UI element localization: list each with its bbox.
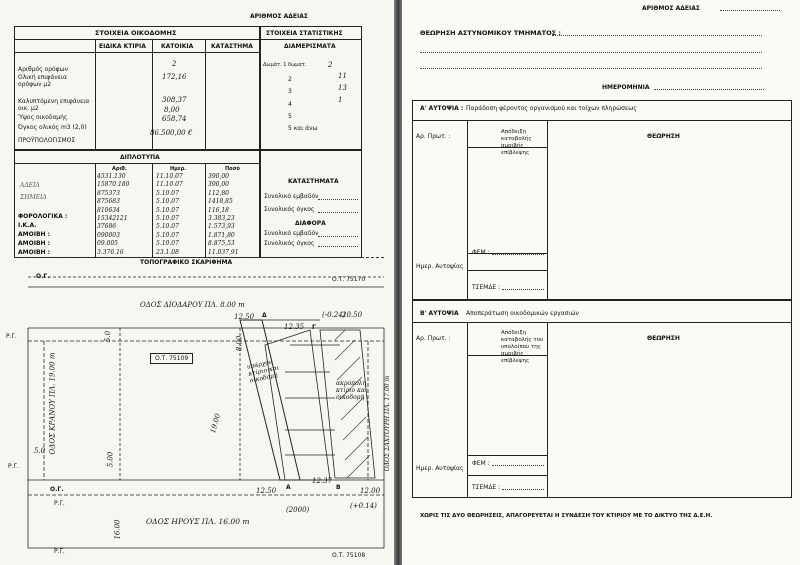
- duplicate-cell: 37686: [97, 223, 117, 231]
- dim-3: 12.35: [284, 323, 305, 331]
- corner-d: Δ: [262, 312, 267, 319]
- section-a-fem: ΦΕΜ :: [472, 249, 490, 256]
- street-right: ΟΔΟΣ ΣΑΧΤΟΥΡΗ ΠΛ. 17.00 m: [384, 375, 392, 472]
- misc-volume: Συνολικός όγκος: [264, 240, 315, 247]
- section-b-tsemde: ΤΣΕΜΔΕ :: [472, 484, 501, 491]
- duplicate-cell: 11.037,91: [208, 248, 239, 256]
- stat-row-5-label: 5: [288, 113, 292, 120]
- statistics-title: ΣΤΟΙΧΕΙΑ ΣΤΑΤΙΣΤΙΚΗΣ: [266, 30, 343, 37]
- row-volume-value: 658,74: [162, 115, 187, 123]
- col-shop: ΚΑΤΑΣΤΗΜΑ: [211, 43, 253, 50]
- dup-label-ika: Ι.Κ.Α.: [18, 222, 37, 229]
- duplicate-cell: 09.005: [97, 240, 118, 248]
- street-top: ΟΔΟΣ ΔΙΟΔΑΡΟΥ ΠΛ. 8.00 m: [140, 301, 245, 309]
- duplicate-cell: 15870.180: [97, 181, 130, 189]
- block-bottom-label: Ο.Τ. 75108: [332, 552, 366, 559]
- block-top-label: Ο.Τ. 75170: [332, 276, 366, 283]
- row-floors-label: Αριθμός ορόφων: [18, 66, 69, 73]
- left-header-stamp: ΑΡΙΘΜΟΣ ΑΔΕΙΑΣ: [250, 13, 308, 20]
- row-area-label: Ολική επιφάνεια ορόφων μ2: [18, 74, 67, 88]
- row-covered-value: 308,37: [162, 96, 187, 104]
- duplicate-cell: 390,00: [208, 181, 229, 189]
- dim-7: 12.37: [312, 477, 333, 485]
- shops-volume: Συνολικός όγκος: [264, 206, 315, 213]
- stat-row-2-label: 2: [288, 76, 292, 83]
- row-area-value: 172,16: [162, 73, 187, 81]
- marker-rg-left: Ρ.Γ.: [6, 333, 17, 340]
- marker-og-top: Ο.Γ.: [36, 273, 50, 280]
- duplicate-cell: 5.10.07: [156, 206, 179, 214]
- street-left: ΟΔΟΣ ΚΡΑΝΟΥ ΠΛ. 19.00 m: [48, 352, 57, 455]
- col-residence: ΚΑΤΟΙΚΙΑ: [161, 43, 194, 50]
- dim-12: 5.0: [34, 447, 46, 455]
- marker-rg-bottom: Ρ.Γ.: [54, 500, 65, 507]
- row-budget-label: ΠΡΟΫΠΟΛΟΓΙΣΜΟΣ: [18, 137, 76, 144]
- duplicate-cell: 1418,85: [208, 198, 233, 206]
- corner-a: Α: [286, 484, 291, 491]
- dim-2: 12.50: [234, 313, 255, 321]
- right-header-stamp: ΑΡΙΘΜΟΣ ΑΔΕΙΑΣ: [642, 5, 700, 12]
- duplicate-cell: 810634: [97, 206, 120, 214]
- left-page: [0, 0, 394, 565]
- section-b-inspection-date: Ημερ. Αυτοψίας: [416, 465, 464, 472]
- row-budget-value: 86.500,00 €: [150, 129, 193, 137]
- elevation-3: (-0.24): [322, 311, 346, 319]
- section-b-box: [412, 300, 792, 498]
- date-label: ΗΜΕΡΟΜΗΝΙΑ: [602, 84, 650, 91]
- duplicates-title: ΔΙΠΛΟΤΥΠΑ: [120, 154, 160, 161]
- duplicate-cell: 5.10.07: [156, 223, 179, 231]
- section-a-approval: ΘΕΩΡΗΣΗ: [647, 133, 680, 140]
- dup-side-note-2: ΣΗΜΕΙΑ: [20, 194, 47, 201]
- row-covered-label: Καλυπτόμενη επιφάνεια οικ. μ2: [18, 98, 90, 112]
- stat-row-4-label: 4: [288, 101, 292, 108]
- row-height-label: Ύψος οικοδομής: [18, 114, 68, 121]
- stat-row-3-label: 3: [288, 88, 292, 95]
- duplicate-cell: 390,00: [208, 173, 229, 180]
- duplicate-cell: 5.10.07: [156, 231, 179, 239]
- duplicate-cell: 5.10.07: [156, 189, 179, 197]
- misc-title: ΔΙΑΦΟΡΑ: [295, 220, 326, 227]
- book-gutter: [394, 0, 402, 565]
- dup-col-number: Αριθ.: [112, 166, 127, 172]
- statistics-subtitle: ΔΙΑΜΕΡΙΣΜΑΤΑ: [284, 43, 336, 50]
- duplicate-cell: 5.10.07: [156, 215, 179, 222]
- section-b-protocol: Αρ. Πρωτ. :: [416, 335, 451, 342]
- section-a-title: Α' ΑΥΤΟΨΙΑ :: [420, 105, 464, 112]
- dup-label-fee-1: ΑΜΟΙΒΗ :: [18, 231, 51, 238]
- footer-note: ΧΩΡΙΣ ΤΙΣ ΔΥΟ ΘΕΩΡΗΣΕΙΣ, ΑΠΑΓΟΡΕΥΕΤΑΙ Η ΣΥΝΔΕΣΗ ΤΟΥ ΚΤΙΡΙΟΥ ΜΕ ΤΟ ΔΙΚΤΥΟ ΤΗΣ Δ.Ε.Η.: [420, 513, 713, 519]
- duplicate-cell: 875683: [97, 198, 120, 206]
- duplicate-cell: 112,80: [208, 189, 229, 197]
- elevation-2: (+0.14): [350, 502, 377, 510]
- marker-rg-left-2: Ρ.Γ.: [8, 463, 19, 470]
- section-a-inspection-date: Ημερ. Αυτοψίας: [416, 263, 464, 270]
- section-b-proof: Απόδειξη καταβολής του υπολοίπου της αμοιβής επίβλεψης: [501, 330, 544, 364]
- dup-side-note-1: ΑΔΕΙΑ: [20, 182, 40, 189]
- duplicate-cell: 3.383,23: [208, 215, 235, 222]
- section-a-subtitle: Παράδοση φέροντος οργανισμού και τοίχων πληρώσεως: [466, 105, 637, 112]
- street-bottom: ΟΔΟΣ ΗΡΟΥΣ ΠΛ. 16.00 m: [146, 517, 250, 526]
- duplicate-cell: 3.376.16: [97, 248, 124, 256]
- dup-label-tax: ΦΟΡΟΛΟΓΙΚΑ :: [18, 213, 68, 220]
- duplicate-cell: 875373: [97, 189, 120, 197]
- stat-row-4-value: 1: [338, 96, 343, 104]
- dim-6: 12.50: [256, 487, 277, 495]
- section-b-approval: ΘΕΩΡΗΣΗ: [647, 335, 680, 342]
- stat-row-6-label: 5 και άνω: [288, 125, 318, 132]
- marker-rg-bottom-2: Ρ.Γ.: [54, 548, 65, 555]
- section-b-subtitle: Αποπεράτωση οικοδομικών εργασιών: [466, 310, 579, 317]
- existing-building-label: υπάρχον κτίριο και οικοδομή: [246, 358, 280, 385]
- duplicate-cell: 15342121: [97, 215, 128, 222]
- dim-10: 16.00: [113, 519, 122, 540]
- stat-row-2-value: 11: [338, 72, 347, 80]
- duplicate-cell: 5.10.07: [156, 198, 179, 206]
- duplicate-cell: 11.10.07: [156, 181, 183, 189]
- col-special-buildings: ΕΙΔΙΚΑ ΚΤΙΡΙΑ: [99, 43, 146, 50]
- police-approval-label: ΘΕΩΡΗΣΗ ΑΣΤΥΝΟΜΙΚΟΥ ΤΜΗΜΑΤΟΣ :: [420, 29, 561, 37]
- right-page: [402, 0, 800, 565]
- row-floors-value: 2: [172, 60, 177, 68]
- duplicate-cell: 5.10.07: [156, 240, 179, 248]
- section-b-fem: ΦΕΜ :: [472, 460, 490, 467]
- marker-og-bottom: Ο.Γ.: [50, 486, 64, 493]
- elevation-1: (2000): [286, 506, 310, 514]
- section-a-proof: Απόδειξη καταβολής αμοιβής επίβλεψης: [501, 129, 532, 156]
- dup-label-fee-2: ΑΜΟΙΒΗ :: [18, 240, 51, 247]
- dim-4: 20.50: [342, 311, 363, 319]
- dup-col-amount: Ποσό: [225, 166, 240, 172]
- duplicate-cell: 116,18: [208, 206, 229, 214]
- duplicate-cell: 1.871,80: [208, 231, 235, 239]
- duplicate-cell: 23.1.08: [156, 248, 179, 256]
- dim-11: 8.00: [235, 335, 244, 352]
- corner-g: Γ: [312, 324, 316, 331]
- stat-row-1-label: Δωμάτ. 1 δωματ.: [263, 62, 307, 68]
- shops-area: Συνολικό εμβαδόν: [264, 193, 319, 200]
- duplicate-cell: 4531.130: [97, 173, 126, 180]
- duplicate-cell: 11.10.07: [156, 173, 183, 180]
- stat-row-1-value: 2: [328, 61, 333, 69]
- sketch-title: ΤΟΠΟΓΡΑΦΙΚΟ ΣΚΑΡΙΦΗΜΑ: [140, 259, 233, 266]
- dim-5: 5.00: [106, 451, 115, 468]
- building-data-title: ΣΤΟΙΧΕΙΑ ΟΙΚΟΔΟΜΗΣ: [95, 29, 177, 37]
- duplicate-cell: 1.573,93: [208, 223, 235, 231]
- stat-row-3-value: 13: [338, 84, 347, 92]
- shops-title: ΚΑΤΑΣΤΗΜΑΤΑ: [288, 178, 339, 185]
- section-b-title: Β' ΑΥΤΟΨΙΑ: [420, 310, 459, 317]
- misc-area: Συνολικό εμβαδόν: [264, 230, 319, 237]
- section-a-protocol: Αρ. Πρωτ. :: [416, 133, 451, 140]
- neighbor-building-label: ακρόπολη κτίριο και οικοδομή: [336, 380, 368, 401]
- dim-9: 19.00: [209, 412, 222, 435]
- dup-col-date: Ημερ.: [170, 166, 187, 172]
- row-volume-label: Όγκος ολικός m3 (2,0): [18, 124, 87, 131]
- dup-label-fee-3: ΑΜΟΙΒΗ :: [18, 249, 51, 256]
- block-main-label: Ο.Τ. 75109: [150, 353, 193, 364]
- duplicate-cell: 8.875,53: [208, 240, 235, 248]
- corner-b: Β: [336, 484, 341, 491]
- duplicate-cell: 090003: [97, 231, 120, 239]
- section-a-tsemde: ΤΣΕΜΔΕ :: [472, 284, 501, 291]
- row-height-value: 8,00: [164, 106, 180, 114]
- dim-1: 5.0: [104, 330, 113, 343]
- dim-8: 12.00: [360, 487, 381, 495]
